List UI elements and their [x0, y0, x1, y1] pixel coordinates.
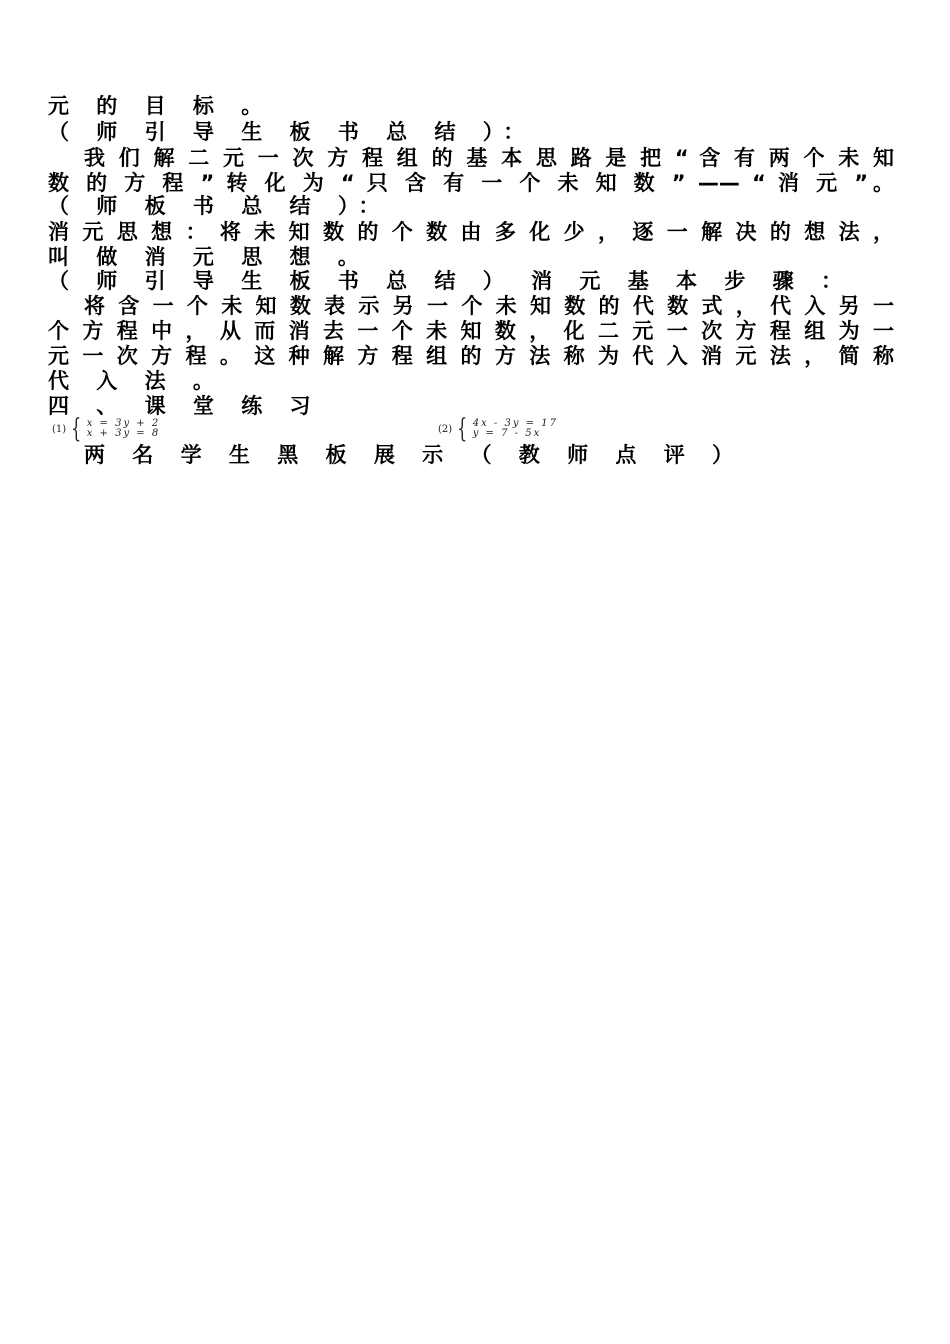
text-line-2: （ 师 引 导 生 板 书 总 结 ）：	[48, 120, 535, 144]
text-line-10: 个 方 程 中 ， 从 而 消 去 一 个 未 知 数 ， 化 二 元 一 次 方 程 组 为 一	[48, 319, 894, 343]
text-line-9: 将 含 一 个 未 知 数 表 示 另 一 个 未 知 数 的 代 数 式 ， 代 入 另 一	[84, 294, 894, 318]
exercise-1	[52, 414, 161, 444]
exercise-2-number: (2)	[438, 423, 453, 435]
text-line-7: 叫 做 消 元 思 想 。	[48, 245, 369, 269]
exercise-2-eq2: y = 7 - 5x	[472, 428, 542, 439]
text-line-3: 我 们 解 二 元 一 次 方 程 组 的 基 本 思 路 是 把 “ 含 有 两 个 未 知	[84, 146, 894, 170]
closing-line: 两 名 学 生 黑 板 展 示 （ 教 师 点 评 ）	[84, 443, 744, 467]
text-line-6: 消 元 思 想 ： 将 未 知 数 的 个 数 由 多 化 少 ， 逐 一 解 决 的 想 法 ，	[48, 220, 894, 244]
exercise-2-eq1: 4x - 3y = 17	[472, 418, 558, 429]
text-line-11: 元 一 次 方 程 。 这 种 解 方 程 组 的 方 法 称 为 代 入 消 元 法 ， 简 称	[48, 344, 894, 368]
exercise-1-number: (1)	[52, 423, 67, 435]
exercise-2	[438, 414, 558, 444]
text-line-4: 数 的 方 程 ” 转 化 为 “ 只 含 有 一 个 未 知 数 ” —— “ 消 元 ”。	[48, 171, 894, 195]
text-line-12: 代 入 法 。	[48, 369, 224, 393]
text-line-8: （ 师 引 导 生 板 书 总 结 ） 消 元 基 本 步 骤 ：	[48, 269, 852, 293]
text-line-1: 元 的 目 标 。	[48, 94, 273, 118]
exercise-1-eq2: x + 3y = 8	[86, 428, 161, 439]
section-heading: 四 、 课 堂 练 习	[48, 394, 321, 418]
text-line-5: （ 师 板 书 总 结 ）：	[48, 194, 390, 218]
brace-icon: {	[71, 414, 82, 444]
exercise-1-eq1: x = 3y + 2	[86, 418, 161, 429]
brace-icon: {	[457, 414, 468, 444]
